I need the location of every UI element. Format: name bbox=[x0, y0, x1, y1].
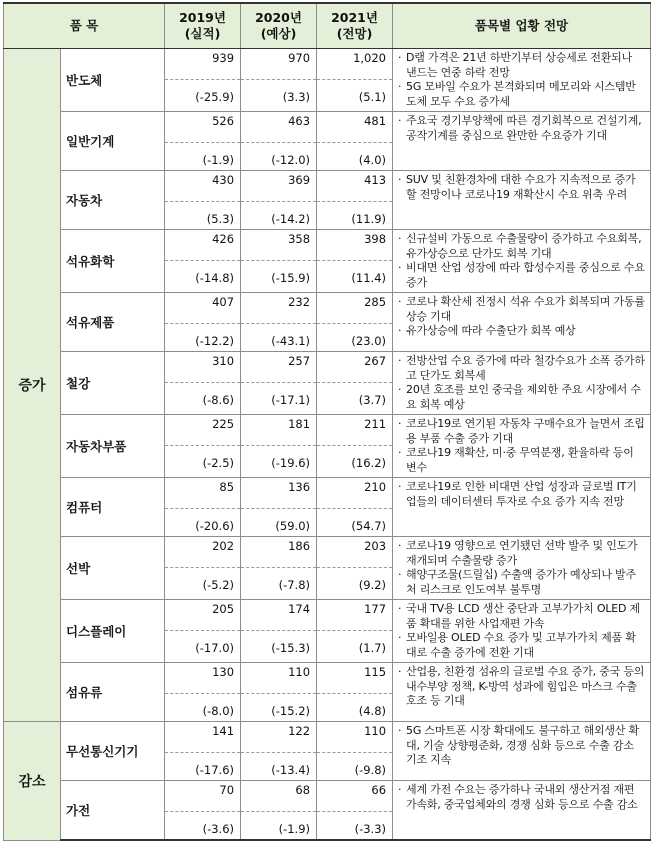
outlook-note: · 산업용, 친환경 섬유의 글로벌 수요 증가, 중국 등의 내수부양 정책, K-방역 성과에 힘입은 마스크 수출 호조 등 기대 bbox=[397, 665, 645, 709]
outlook-cell bbox=[393, 663, 651, 722]
header-2021: 2021년 (전망) bbox=[317, 3, 393, 49]
header-row bbox=[4, 3, 651, 49]
export-value: 232 bbox=[288, 295, 311, 310]
growth-rate: (54.7) bbox=[317, 508, 392, 536]
outlook-cell bbox=[393, 781, 651, 841]
table-row bbox=[4, 112, 651, 171]
item-name: 자동차부품 bbox=[61, 415, 165, 478]
header-2020: 2020년 (예상) bbox=[241, 3, 317, 49]
table-row bbox=[4, 171, 651, 230]
export-value: 267 bbox=[364, 354, 387, 369]
growth-rate: (-1.9) bbox=[241, 811, 316, 839]
outlook-cell bbox=[393, 600, 651, 663]
outlook-note: · 코로나19 영향으로 연기됐던 선박 발주 및 인도가 재개되며 수출물량 증가 bbox=[397, 539, 645, 568]
export-value: 205 bbox=[212, 602, 235, 617]
table-row bbox=[4, 781, 651, 841]
value-cell-2020 bbox=[241, 781, 317, 841]
outlook-note: · 코로나19 재확산, 미·중 무역분쟁, 환율하락 등이 변수 bbox=[397, 446, 645, 475]
outlook-note: · 5G 스마트폰 시장 확대에도 불구하고 해외생산 확대, 기술 상향평준화, 경쟁 심화 등으로 수출 감소 기조 지속 bbox=[397, 724, 645, 768]
export-value: 70 bbox=[219, 783, 235, 798]
growth-rate: (-15.3) bbox=[241, 630, 316, 658]
export-value: 203 bbox=[364, 539, 387, 554]
value-cell-2020 bbox=[241, 230, 317, 293]
group-increase: 증가 bbox=[4, 49, 61, 722]
export-value: 174 bbox=[288, 602, 311, 617]
export-value: 369 bbox=[288, 173, 311, 188]
outlook-note: · D램 가격은 21년 하반기부터 상승세로 전환되나 낸드는 연중 하락 전망 bbox=[397, 51, 645, 80]
item-name: 석유화학 bbox=[61, 230, 165, 293]
export-value: 257 bbox=[288, 354, 311, 369]
outlook-cell bbox=[393, 171, 651, 230]
value-cell-2021 bbox=[317, 781, 393, 841]
growth-rate: (-9.8) bbox=[317, 752, 392, 780]
export-value: 407 bbox=[212, 295, 235, 310]
export-value: 970 bbox=[288, 51, 311, 65]
growth-rate: (-17.6) bbox=[165, 752, 240, 780]
outlook-note: · 비대면 산업 성장에 따라 합성수지를 중심으로 수요 증가 bbox=[397, 261, 645, 290]
value-cell-2021 bbox=[317, 663, 393, 722]
table-row bbox=[4, 600, 651, 663]
growth-rate: (-2.5) bbox=[165, 445, 240, 473]
value-cell-2019 bbox=[165, 293, 241, 352]
outlook-note: · 코로나19로 인한 비대면 산업 성장과 글로벌 IT기업들의 데이터센터 투자로 수요 증가 지속 전망 bbox=[397, 480, 645, 509]
outlook-note: · 20년 호조를 보인 중국을 제외한 주요 시장에서 수요 회복 예상 bbox=[397, 383, 645, 412]
outlook-note: · 5G 모바일 수요가 본격화되며 메모리와 시스템반도체 모두 수요 증가세 bbox=[397, 80, 645, 109]
table-row bbox=[4, 49, 651, 112]
table-row bbox=[4, 415, 651, 478]
value-cell-2021 bbox=[317, 230, 393, 293]
export-value: 110 bbox=[288, 665, 311, 680]
outlook-note: · 해양구조물(드릴십) 수출액 증가가 예상되나 발주처 리스크로 인도여부 불투명 bbox=[397, 568, 645, 597]
growth-rate: (-15.9) bbox=[241, 260, 316, 288]
outlook-note: · 주요국 경기부양책에 따른 경기회복으로 건설기계, 공작기계를 중심으로 완만한 수요증가 기대 bbox=[397, 114, 645, 143]
value-cell-2020 bbox=[241, 537, 317, 600]
export-value: 202 bbox=[212, 539, 235, 554]
growth-rate: (-17.1) bbox=[241, 382, 316, 410]
growth-rate: (-43.1) bbox=[241, 323, 316, 351]
export-value: 526 bbox=[212, 114, 235, 129]
growth-rate: (-14.8) bbox=[165, 260, 240, 288]
growth-rate: (-14.2) bbox=[241, 201, 316, 229]
outlook-cell bbox=[393, 478, 651, 537]
item-name: 자동차 bbox=[61, 171, 165, 230]
growth-rate: (-8.0) bbox=[165, 693, 240, 721]
growth-rate: (-7.8) bbox=[241, 567, 316, 595]
table-row bbox=[4, 722, 651, 781]
growth-rate: (-8.6) bbox=[165, 382, 240, 410]
value-cell-2020 bbox=[241, 293, 317, 352]
item-name: 일반기계 bbox=[61, 112, 165, 171]
export-value: 181 bbox=[288, 417, 311, 432]
growth-rate: (-12.2) bbox=[165, 323, 240, 351]
growth-rate: (-20.6) bbox=[165, 508, 240, 536]
value-cell-2019 bbox=[165, 171, 241, 230]
export-value: 130 bbox=[212, 665, 235, 680]
growth-rate: (5.1) bbox=[317, 79, 392, 107]
growth-rate: (11.9) bbox=[317, 201, 392, 229]
growth-rate: (59.0) bbox=[241, 508, 316, 536]
item-name: 석유제품 bbox=[61, 293, 165, 352]
value-cell-2021 bbox=[317, 600, 393, 663]
export-value: 285 bbox=[364, 295, 387, 310]
export-value: 398 bbox=[364, 232, 387, 247]
export-value: 177 bbox=[364, 602, 387, 617]
export-value: 141 bbox=[212, 724, 235, 739]
outlook-note: · 국내 TV용 LCD 생산 중단과 고부가가치 OLED 제품 확대를 위한 사업재편 가속 bbox=[397, 602, 645, 631]
growth-rate: (4.8) bbox=[317, 693, 392, 721]
growth-rate: (-17.0) bbox=[165, 630, 240, 658]
export-value: 66 bbox=[371, 783, 387, 798]
export-value: 136 bbox=[288, 480, 311, 495]
growth-rate: (-3.6) bbox=[165, 811, 240, 839]
export-value: 122 bbox=[288, 724, 311, 739]
group-decrease: 감소 bbox=[4, 722, 61, 841]
value-cell-2020 bbox=[241, 722, 317, 781]
value-cell-2021 bbox=[317, 112, 393, 171]
value-cell-2020 bbox=[241, 171, 317, 230]
value-cell-2020 bbox=[241, 663, 317, 722]
outlook-note: · 유가상승에 따라 수출단가 회복 예상 bbox=[397, 324, 645, 339]
item-name: 선박 bbox=[61, 537, 165, 600]
value-cell-2021 bbox=[317, 293, 393, 352]
value-cell-2020 bbox=[241, 352, 317, 415]
outlook-cell bbox=[393, 49, 651, 112]
value-cell-2021 bbox=[317, 352, 393, 415]
growth-rate: (-15.2) bbox=[241, 693, 316, 721]
outlook-cell bbox=[393, 352, 651, 415]
item-name: 디스플레이 bbox=[61, 600, 165, 663]
growth-rate: (1.7) bbox=[317, 630, 392, 658]
outlook-note: · 전방산업 수요 증가에 따라 철강수요가 소폭 증가하고 단가도 회복세 bbox=[397, 354, 645, 383]
header-2019: 2019년 (실적) bbox=[165, 3, 241, 49]
growth-rate: (11.4) bbox=[317, 260, 392, 288]
export-value: 210 bbox=[364, 480, 387, 495]
item-name: 철강 bbox=[61, 352, 165, 415]
outlook-cell bbox=[393, 293, 651, 352]
export-value: 186 bbox=[288, 539, 311, 554]
value-cell-2021 bbox=[317, 537, 393, 600]
value-cell-2020 bbox=[241, 49, 317, 112]
table-row bbox=[4, 478, 651, 537]
outlook-cell bbox=[393, 230, 651, 293]
value-cell-2019 bbox=[165, 781, 241, 841]
value-cell-2019 bbox=[165, 537, 241, 600]
value-cell-2021 bbox=[317, 171, 393, 230]
outlook-note: · 세계 가전 수요는 증가하나 국내외 생산거점 재편 가속화, 중국업체와의 경쟁 심화 등으로 수출 감소 bbox=[397, 783, 645, 812]
outlook-cell bbox=[393, 112, 651, 171]
export-value: 68 bbox=[295, 783, 311, 798]
export-value: 310 bbox=[212, 354, 235, 369]
growth-rate: (-19.6) bbox=[241, 445, 316, 473]
growth-rate: (-25.9) bbox=[165, 79, 240, 107]
outlook-note: · SUV 및 친환경차에 대한 수요가 지속적으로 증가할 전망이나 코로나19 재확산시 수요 위축 우려 bbox=[397, 173, 645, 202]
export-value: 110 bbox=[364, 724, 387, 739]
growth-rate: (5.3) bbox=[165, 201, 240, 229]
value-cell-2019 bbox=[165, 415, 241, 478]
growth-rate: (4.0) bbox=[317, 142, 392, 170]
export-value: 85 bbox=[219, 480, 235, 495]
item-name: 가전 bbox=[61, 781, 165, 841]
outlook-cell bbox=[393, 537, 651, 600]
value-cell-2020 bbox=[241, 415, 317, 478]
growth-rate: (16.2) bbox=[317, 445, 392, 473]
value-cell-2020 bbox=[241, 478, 317, 537]
value-cell-2019 bbox=[165, 663, 241, 722]
table-row bbox=[4, 352, 651, 415]
outlook-note: · 모바일용 OLED 수요 증가 및 고부가가치 제품 확대로 수출 증가에 전환 기대 bbox=[397, 631, 645, 660]
export-value: 211 bbox=[364, 417, 387, 432]
value-cell-2021 bbox=[317, 415, 393, 478]
value-cell-2020 bbox=[241, 600, 317, 663]
item-name: 무선통신기기 bbox=[61, 722, 165, 781]
growth-rate: (-12.0) bbox=[241, 142, 316, 170]
growth-rate: (-1.9) bbox=[165, 142, 240, 170]
value-cell-2019 bbox=[165, 112, 241, 171]
table-row bbox=[4, 293, 651, 352]
value-cell-2019 bbox=[165, 230, 241, 293]
value-cell-2021 bbox=[317, 478, 393, 537]
value-cell-2019 bbox=[165, 352, 241, 415]
export-value: 115 bbox=[364, 665, 387, 680]
outlook-cell bbox=[393, 415, 651, 478]
growth-rate: (-13.4) bbox=[241, 752, 316, 780]
outlook-note: · 신규설비 가동으로 수출물량이 증가하고 수요회복, 유가상승으로 단가도 회복 기대 bbox=[397, 232, 645, 261]
export-value: 426 bbox=[212, 232, 235, 247]
export-outlook-table bbox=[3, 2, 651, 841]
export-value: 413 bbox=[364, 173, 387, 188]
export-value: 481 bbox=[364, 114, 387, 129]
export-value: 1,020 bbox=[353, 51, 387, 65]
header-item: 품 목 bbox=[4, 3, 165, 49]
export-value: 430 bbox=[212, 173, 235, 188]
growth-rate: (-5.2) bbox=[165, 567, 240, 595]
growth-rate: (-3.3) bbox=[317, 811, 392, 839]
item-name: 반도체 bbox=[61, 49, 165, 112]
growth-rate: (3.3) bbox=[241, 79, 316, 107]
value-cell-2020 bbox=[241, 112, 317, 171]
value-cell-2021 bbox=[317, 722, 393, 781]
value-cell-2019 bbox=[165, 49, 241, 112]
header-outlook: 품목별 업황 전망 bbox=[393, 3, 651, 49]
export-value: 463 bbox=[288, 114, 311, 129]
value-cell-2021 bbox=[317, 49, 393, 112]
value-cell-2019 bbox=[165, 600, 241, 663]
item-name: 섬유류 bbox=[61, 663, 165, 722]
value-cell-2019 bbox=[165, 478, 241, 537]
outlook-note: · 코로나19로 연기된 자동차 구매수요가 늘면서 조립용 부품 수출 증가 기대 bbox=[397, 417, 645, 446]
table-row bbox=[4, 537, 651, 600]
outlook-cell bbox=[393, 722, 651, 781]
table-row bbox=[4, 230, 651, 293]
growth-rate: (9.2) bbox=[317, 567, 392, 595]
item-name: 컴퓨터 bbox=[61, 478, 165, 537]
export-value: 939 bbox=[212, 51, 235, 65]
growth-rate: (3.7) bbox=[317, 382, 392, 410]
value-cell-2019 bbox=[165, 722, 241, 781]
outlook-note: · 코로나 확산세 진정시 석유 수요가 회복되며 가동률 상승 기대 bbox=[397, 295, 645, 324]
growth-rate: (23.0) bbox=[317, 323, 392, 351]
table-row bbox=[4, 663, 651, 722]
export-value: 358 bbox=[288, 232, 311, 247]
export-value: 225 bbox=[212, 417, 235, 432]
